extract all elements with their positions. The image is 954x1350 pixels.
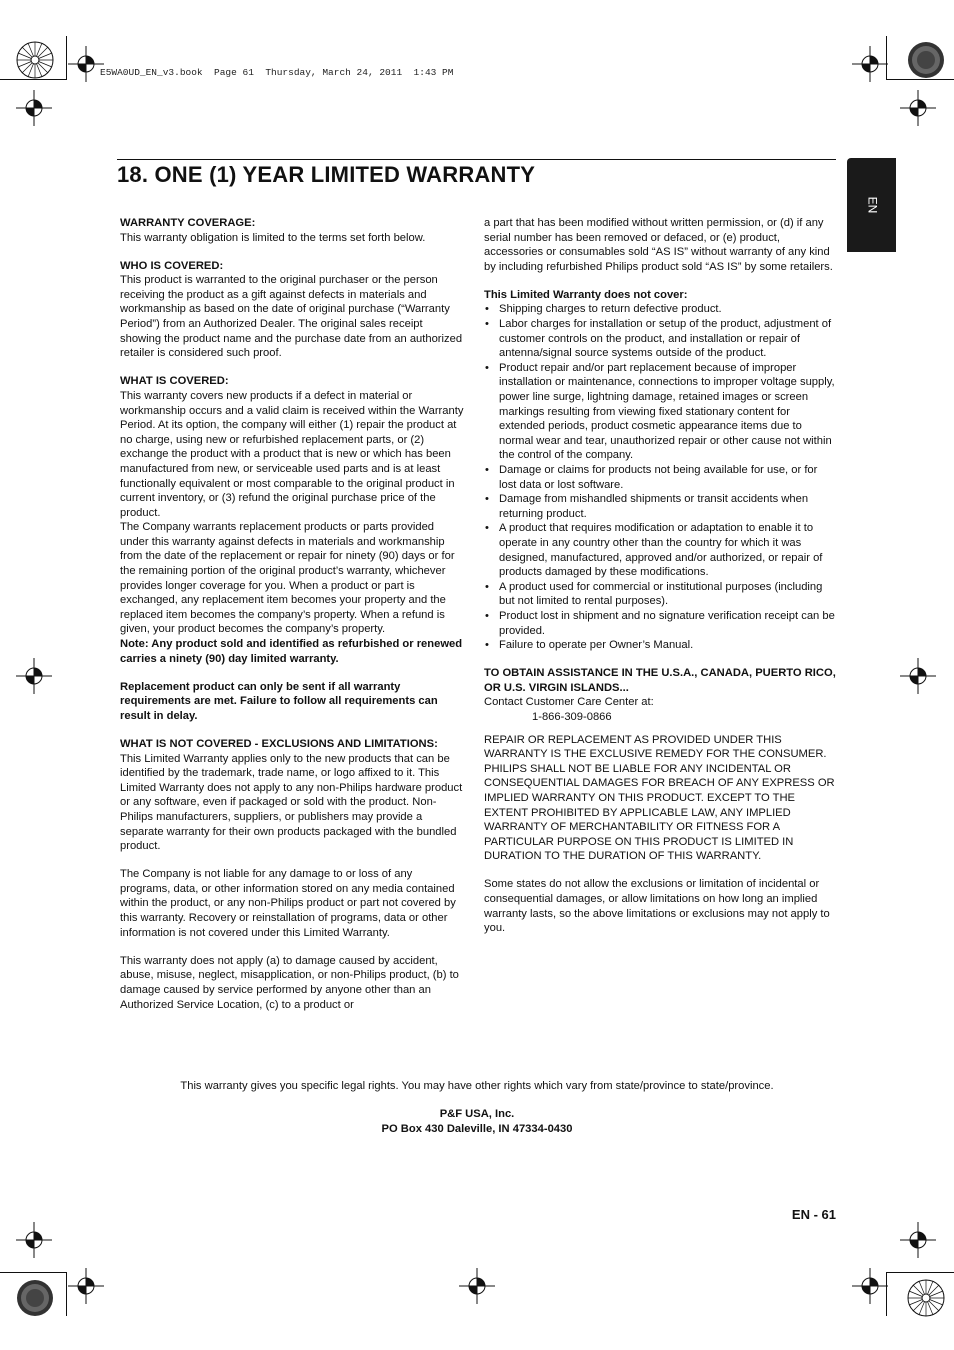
list-item: • Damage or claims for products not being available for use, or for lost data or lost software. <box>484 463 836 492</box>
list-item: • Shipping charges to return defective product. <box>484 302 836 317</box>
list-item: • Damage from mishandled shipments or transit accidents when returning product. <box>484 492 836 521</box>
coverage-text: This warranty obligation is limited to the terms set forth below. <box>120 231 426 244</box>
language-tab-label: EN <box>865 196 880 214</box>
who-text: This product is warranted to the original purchaser or the person receiving the product as a gift against defects in materials and workmanship as based on the date of original purchase (“Warranty Period”) from an Authorized Dealer. The original sales receipt showing the product name and the purchase date from an authorized retailer is considered such proof. <box>120 274 463 360</box>
crop-mark <box>0 1272 66 1273</box>
list-item: • Product lost in shipment and no signature verification receipt can be provided. <box>484 609 836 638</box>
refurbished-note: Note: Any product sold and identified as refurbished or renewed carries a ninety (90) day limited warranty. <box>120 638 463 665</box>
print-header: E5WA0UD_EN_v3.book Page 61 Thursday, March 24, 2011 1:43 PM <box>100 67 454 78</box>
crop-mark <box>66 36 67 80</box>
not-covered-text-1: This Limited Warranty applies only to the new products that can be identified by the trademark, trade name, or logo affixed to it. This Limited Warranty does not apply to any non-Philips hardware product or any software, even if packaged or sold with the product. Non-Philips manufacturers, suppliers, or publishers may provide a separate warranty for their own products packaged with the bundled product. <box>120 752 463 853</box>
what-heading: WHAT IS COVERED: <box>120 375 229 388</box>
not-covered-heading: WHAT IS NOT COVERED - EXCLUSIONS AND LIMITATIONS: <box>120 738 438 750</box>
right-column <box>484 216 836 936</box>
crosshair-mark-icon <box>68 46 104 82</box>
crosshair-mark-icon <box>16 658 52 694</box>
crop-mark <box>887 1272 954 1273</box>
replacement-requirements: Replacement product can only be sent if all warranty requirements are met. Failure to follow all requirements can result in delay. <box>120 680 438 722</box>
list-item: • Labor charges for installation or setup of the product, adjustment of customer controls on the product, and installation or repair of antenna/signal source systems outside of the product. <box>484 317 836 361</box>
company-block <box>0 1107 954 1137</box>
left-column <box>120 216 465 1012</box>
crop-mark <box>66 1272 67 1316</box>
crosshair-mark-icon <box>900 1222 936 1258</box>
company-address: PO Box 430 Daleville, IN 47334-0430 <box>381 1123 573 1135</box>
registration-mark-icon <box>13 38 57 82</box>
crosshair-mark-icon <box>16 1222 52 1258</box>
crosshair-mark-icon <box>900 90 936 126</box>
language-tab <box>847 158 896 252</box>
list-item: • Failure to operate per Owner’s Manual. <box>484 638 836 653</box>
what-text: This warranty covers new products if a defect in material or workmanship occurs and a valid claim is received within the Warranty Period. At its option, the company will either (1) repair the product at no charge, using new or refurbished replacement parts, or (2) exchange the product with a product that is new or which has been manufactured from new, or serviceable used parts and is at least functionally equivalent or most comparable to the original product in current inventory, or (3) refund the original purchase price of the product. <box>120 389 464 519</box>
crosshair-mark-icon <box>852 1268 888 1304</box>
states-text: Some states do not allow the exclusions or limitation of incidental or consequential damages, or allow limitations on how long an implied warranty lasts, so the above limitations or exclusions may not apply to you. <box>484 878 830 935</box>
registration-mark-icon <box>904 1276 948 1320</box>
crosshair-mark-icon <box>900 658 936 694</box>
not-covered-text-3: This warranty does not apply (a) to damage caused by accident, abuse, misuse, neglect, misapplication, or non-Philips product, (b) to damage caused by service performed by anyone other than an Authorized Service Location, (c) to a product or <box>120 954 459 1011</box>
assistance-heading: TO OBTAIN ASSISTANCE IN THE U.S.A., CANADA, PUERTO RICO, OR U.S. VIRGIN ISLANDS... <box>484 667 836 694</box>
does-not-cover-heading: This Limited Warranty does not cover: <box>484 288 688 301</box>
registration-mark-icon <box>904 38 948 82</box>
continued-text: a part that has been modified without written permission, or (d) if any serial number has been removed or defaced, or (e) product, accessories or consumables sold “AS IS” without warranty of any kind by including refurbished Philips product sold “AS IS” by some retailers. <box>484 217 833 273</box>
not-covered-text-2: The Company is not liable for any damage to or loss of any programs, data, or other information stored on any media contained within the product, or any non-Philips product or part not covered by this warranty. Recovery or reinstallation of programs, data or other information is not covered under this Limited Warranty. <box>120 868 456 939</box>
coverage-heading: WARRANTY COVERAGE: <box>120 217 256 229</box>
company-name: P&F USA, Inc. <box>439 1108 515 1120</box>
exclusions-list <box>484 302 836 652</box>
assistance-phone: 1-866-309-0866 <box>532 711 612 723</box>
registration-mark-icon <box>13 1276 57 1320</box>
who-heading: WHO IS COVERED: <box>120 259 224 272</box>
title-rule <box>117 159 836 160</box>
crosshair-mark-icon <box>459 1268 495 1304</box>
exclusive-remedy-text: REPAIR OR REPLACEMENT AS PROVIDED UNDER THIS WARRANTY IS THE EXCLUSIVE REMEDY FOR THE CONSUMER. PHILIPS SHALL NOT BE LIABLE FOR ANY INCIDENTAL OR CONSEQUENTIAL DAMAGES FOR BREACH OF ANY EXPRESS OR IMPLIED WARRANTY ON THIS PRODUCT. EXCEPT TO THE EXTENT PROHIBITED BY APPLICABLE LAW, ANY IMPLIED WARRANTY OF MERCHANTABILITY OR FITNESS FOR A PARTICULAR PURPOSE ON THIS PRODUCT IS LIMITED IN DURATION TO THE DURATION OF THIS WARRANTY. <box>484 733 835 863</box>
crosshair-mark-icon <box>68 1268 104 1304</box>
crosshair-mark-icon <box>16 90 52 126</box>
crosshair-mark-icon <box>852 46 888 82</box>
list-item: • A product that requires modification or adaptation to enable it to operate in any country other than the country for which it was designed, manufactured, approved and/or authorized, or repair of products damaged by these modifications. <box>484 521 836 579</box>
page-title: 18. ONE (1) YEAR LIMITED WARRANTY <box>117 162 536 187</box>
page-number: EN - 61 <box>791 1207 836 1222</box>
list-item: • Product repair and/or part replacement because of improper installation or maintenance, connections to improper voltage supply, power line surge, lightning damage, retained images or screen markings resulting from viewing fixed stationary content for extended periods, product cosmetic appearance items due to normal wear and tear, unauthorized repair or other cause not within the control of the company. <box>484 361 836 463</box>
assistance-contact: Contact Customer Care Center at: <box>484 696 654 709</box>
legal-rights-note: This warranty gives you specific legal rights. You may have other rights which vary from state/province to state/province. <box>180 1080 774 1092</box>
replacement-text: The Company warrants replacement products or parts provided under this warranty against defects in materials and workmanship from the date of the replacement or repair for ninety (90) days or for the remaining portion of the original product’s warranty, whichever provides longer coverage for you. When a product or part is exchanged, any replacement item becomes your property and the replaced item becomes the company’s property. When a refund is given, your product becomes the company’s property. <box>120 521 455 636</box>
list-item: • A product used for commercial or institutional purposes (including but not limited to rental purposes). <box>484 580 836 609</box>
